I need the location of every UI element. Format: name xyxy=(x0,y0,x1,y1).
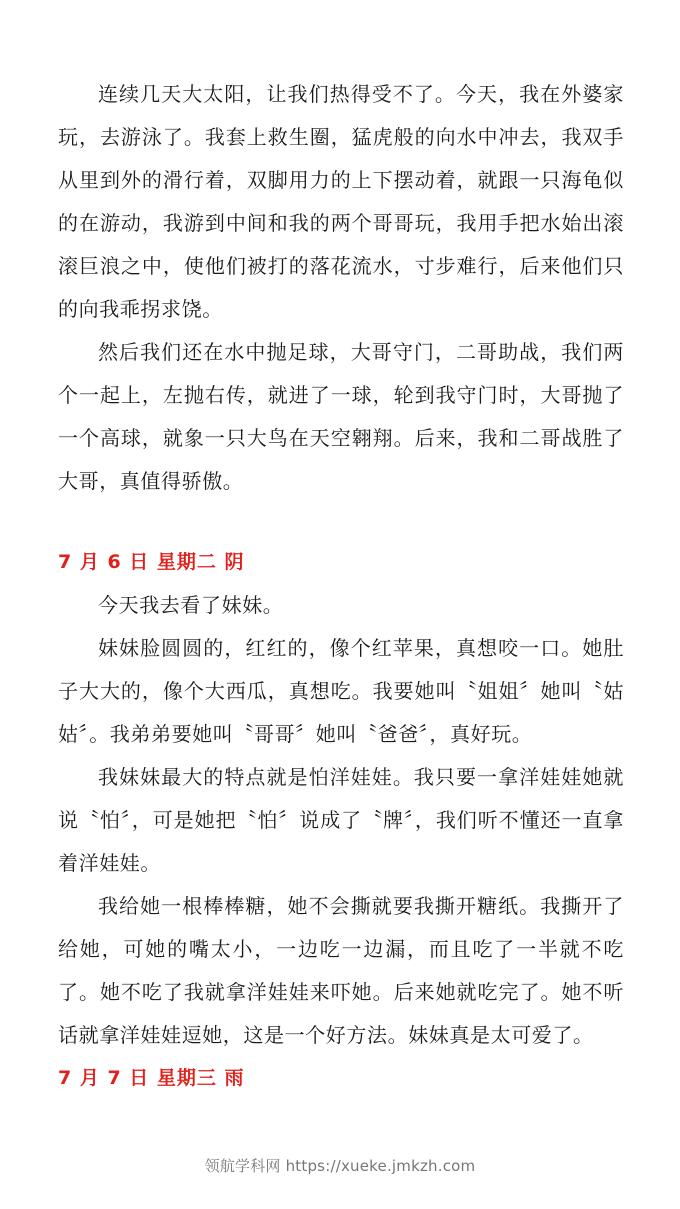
entry-heading-0706: 7 月 6 日 星期二 阴 xyxy=(58,551,245,573)
paragraph-visit-sister: 今天我去看了妹妹。 xyxy=(98,593,284,617)
paragraph-sister-appearance: 妹妹脸圆圆的，红红的，像个红苹果，真想咬一口。她肚子大大的，像个大西瓜，真想吃。我要她叫〝姐姐〞她叫〝姑姑〞。我弟弟要她叫〝哥哥〞她叫〝爸爸〞，真好玩。 xyxy=(58,636,624,746)
paragraph-lollipop: 我给她一根棒棒糖，她不会撕就要我撕开糖纸。我撕开了给她，可她的嘴太小，一边吃一边漏，而且吃了一半就不吃了。她不吃了我就拿洋娃娃来吓她。后来她就吃完了。她不听话就拿洋娃娃逗她，这是一个好方法。妹妹真是太可爱了。 xyxy=(58,894,624,1047)
paragraph-football: 然后我们还在水中抛足球，大哥守门，二哥助战，我们两个一起上，左抛右传，就进了一球，轮到我守门时，大哥抛了一个高球，就象一只大鸟在天空翱翔。后来，我和二哥战胜了大哥，真值得骄傲。 xyxy=(58,340,624,493)
paragraph-sister-doll: 我妹妹最大的特点就是怕洋娃娃。我只要一拿洋娃娃她就说〝怕〞，可是她把〝怕〞说成了〝牌〞，我们听不懂还一直拿着洋娃娃。 xyxy=(58,765,624,875)
section-gap xyxy=(58,503,624,541)
paragraph-swimming: 连续几天大太阳，让我们热得受不了。今天，我在外婆家玩，去游泳了。我套上救生圈，猛虎般的向水中冲去，我双手从里到外的滑行着，双脚用力的上下摆动着，就跟一只海龟似的在游动，我游到中间和我的两个哥哥玩，我用手把水始出滚滚巨浪之中，使他们被打的落花流水，寸步难行，后来他们只的向我乖拐求饶。 xyxy=(58,82,624,321)
footer-watermark: 领航学科网 https://xueke.jmkzh.com xyxy=(204,1157,476,1175)
entry-heading-0707: 7 月 7 日 星期三 雨 xyxy=(58,1067,245,1089)
document-body xyxy=(58,73,624,1100)
